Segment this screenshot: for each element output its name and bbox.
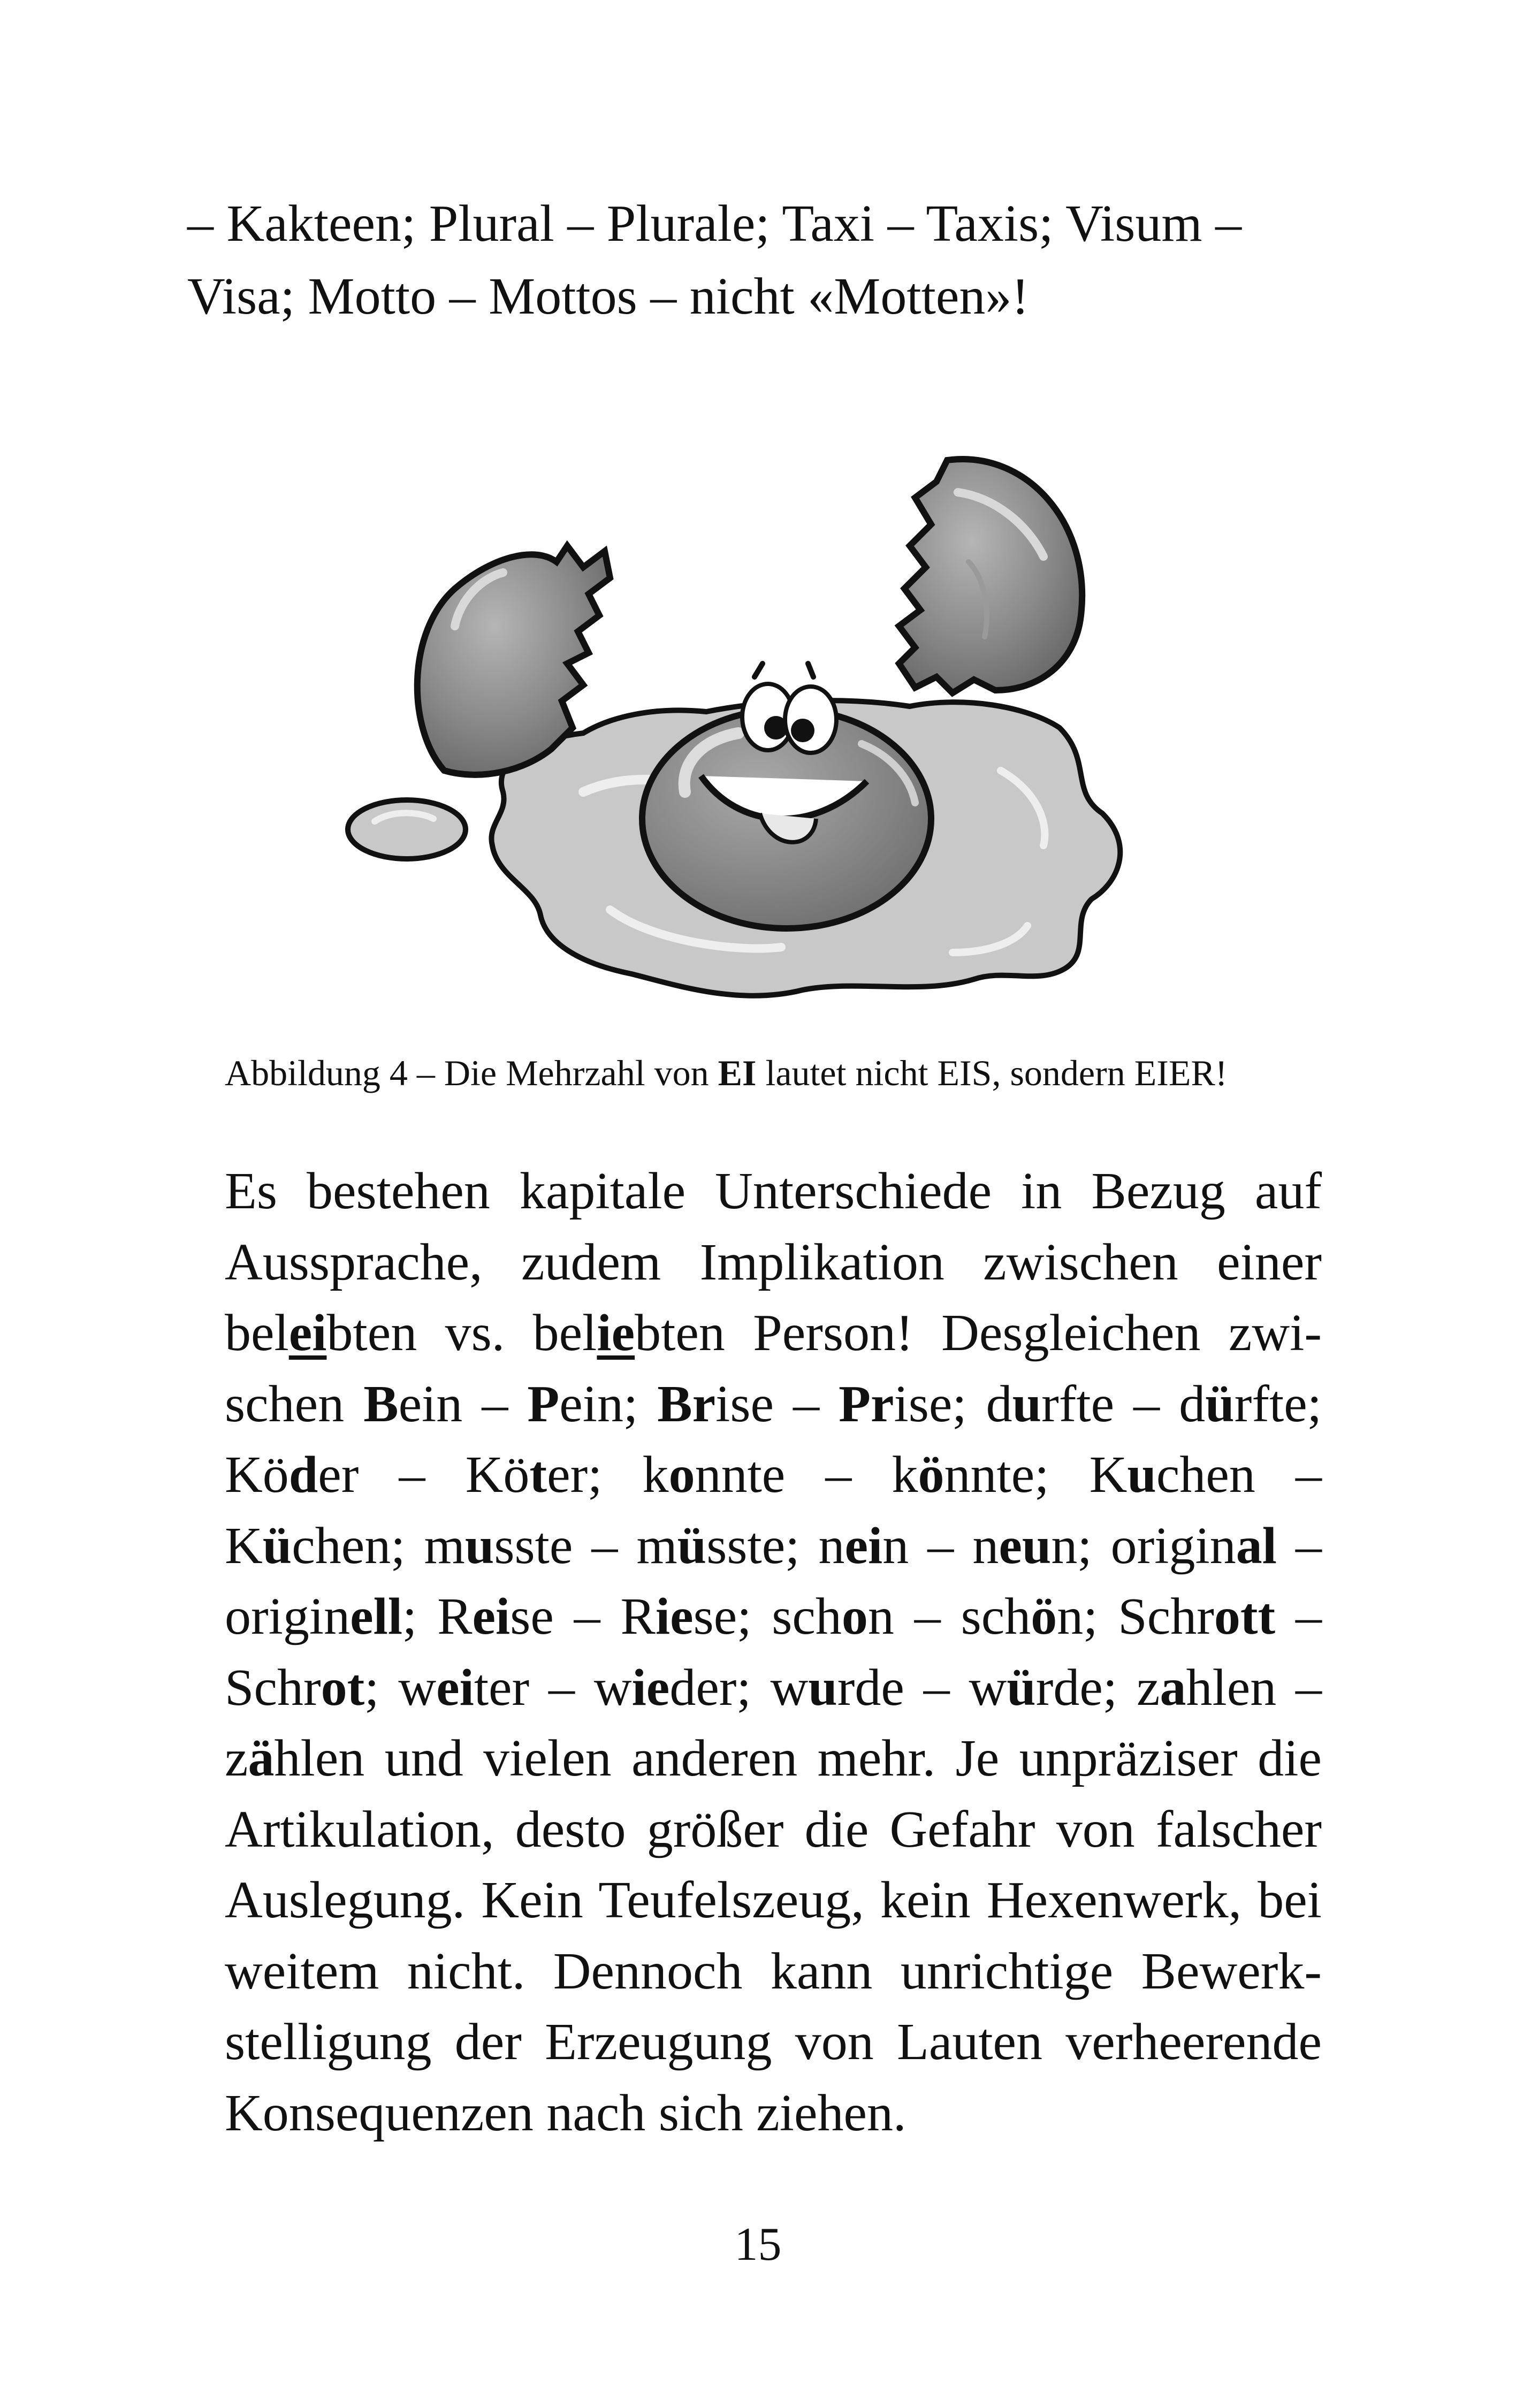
text-run: – Schr	[225, 1588, 1322, 1717]
text-run: er – Kö	[318, 1446, 530, 1504]
bold-emphasis: ott	[1214, 1588, 1276, 1645]
bold-emphasis: ie	[597, 1304, 635, 1362]
bold-emphasis: ei	[288, 1304, 327, 1362]
bold-emphasis: o	[668, 1446, 695, 1504]
text-run: se – R	[510, 1588, 656, 1645]
text-run: rfte – d	[1041, 1375, 1206, 1433]
text-run: sste; n	[706, 1517, 845, 1575]
text-run: se; sch	[693, 1588, 842, 1645]
intro-line: – Kakteen; Plural – Plurale; Taxi – Taxis; Visum – Visa; Motto – Mottos – nicht «Motten»!	[187, 195, 1242, 325]
bold-emphasis: u	[1012, 1375, 1042, 1433]
bold-emphasis: ei	[436, 1658, 474, 1717]
text-run: nnte; K	[944, 1446, 1128, 1504]
bold-emphasis: ü	[1205, 1375, 1235, 1433]
text-run: ; R	[402, 1588, 473, 1645]
text-run: n; origin	[1051, 1517, 1236, 1575]
text-run: chen; m	[292, 1517, 465, 1575]
bold-emphasis: o	[841, 1588, 868, 1645]
page-number: 15	[734, 2219, 782, 2270]
text-run: nnte – k	[695, 1446, 918, 1504]
text-run: sste – m	[494, 1517, 677, 1575]
text-run: n; Schr	[1057, 1588, 1214, 1645]
text-run: bten Person! Desgleichen zwischen	[225, 1304, 1322, 1433]
bold-emphasis: ü	[1007, 1658, 1036, 1717]
text-run: ein –	[398, 1375, 528, 1433]
text-run: ein;	[559, 1375, 658, 1433]
bold-emphasis: ei	[472, 1588, 511, 1645]
bold-emphasis: u	[808, 1658, 837, 1717]
bold-emphasis: eu	[999, 1517, 1052, 1575]
text-run: bten vs. bel	[326, 1304, 597, 1362]
bold-emphasis: ell	[350, 1588, 403, 1645]
bold-emphasis: ä	[248, 1729, 275, 1787]
bold-emphasis: al	[1236, 1517, 1277, 1575]
text-run: rde; z	[1035, 1658, 1160, 1717]
text-run: Es bestehen kapitale Unterschiede in Bezug auf Aussprache, zudem Implikation zwischen einer bel	[225, 1162, 1322, 1362]
text-run: – origin	[225, 1517, 1322, 1645]
body-paragraph	[225, 1156, 1322, 2148]
bold-emphasis: Pr	[839, 1375, 894, 1433]
right-eggshell	[899, 459, 1082, 693]
bold-emphasis: ö	[918, 1446, 944, 1504]
cracked-egg-illustration	[332, 385, 1199, 1060]
text-run: ; w	[364, 1658, 437, 1717]
text-run: ter – w	[474, 1658, 632, 1717]
bold-emphasis: a	[1160, 1658, 1186, 1717]
bold-emphasis: ie	[655, 1588, 694, 1645]
caption-suffix: lautet nicht EIS, sondern EIER!	[756, 1053, 1228, 1093]
text-run: hlen und vielen anderen mehr. Je unpräziser die Artikulation, desto größer die Gefahr von falscher Auslegung. Kein Teufelszeug, kein Hexenwerk, bei weitem nicht. Dennoch kann unrichtige Bewerkstelligung der Erzeugung von Lauten verheerende Konsequenzen nach sich ziehen.	[225, 1729, 1322, 2142]
bold-emphasis: P	[527, 1375, 560, 1433]
bold-emphasis: ei	[844, 1517, 883, 1575]
caption-bold: EI	[718, 1053, 757, 1093]
text-run: ise; d	[894, 1375, 1012, 1433]
caption-prefix: Abbildung 4 – Die Mehrzahl von	[225, 1053, 718, 1093]
bold-emphasis: B	[363, 1375, 399, 1433]
bold-emphasis: ü	[262, 1517, 292, 1575]
text-run: ise –	[715, 1375, 839, 1433]
bold-emphasis: ö	[1031, 1588, 1057, 1645]
bold-emphasis: u	[464, 1517, 494, 1575]
text-run: chen – K	[225, 1446, 1322, 1575]
text-run: rfte; Kö	[225, 1375, 1322, 1504]
bold-emphasis: u	[1127, 1446, 1156, 1504]
bold-emphasis: ie	[631, 1658, 670, 1717]
text-run: rde – w	[837, 1658, 1007, 1717]
text-run: der; w	[669, 1658, 809, 1717]
figure-caption	[225, 1046, 1349, 1100]
bold-emphasis: d	[288, 1446, 318, 1504]
bold-emphasis: ü	[677, 1517, 707, 1575]
text-run: hlen – z	[225, 1658, 1322, 1787]
bold-emphasis: ot	[321, 1658, 365, 1717]
bold-emphasis: Br	[657, 1375, 716, 1433]
text-run: n – sch	[867, 1588, 1031, 1645]
text-run: n – n	[882, 1517, 999, 1575]
bold-emphasis: t	[529, 1446, 547, 1504]
text-run: er; k	[547, 1446, 669, 1504]
